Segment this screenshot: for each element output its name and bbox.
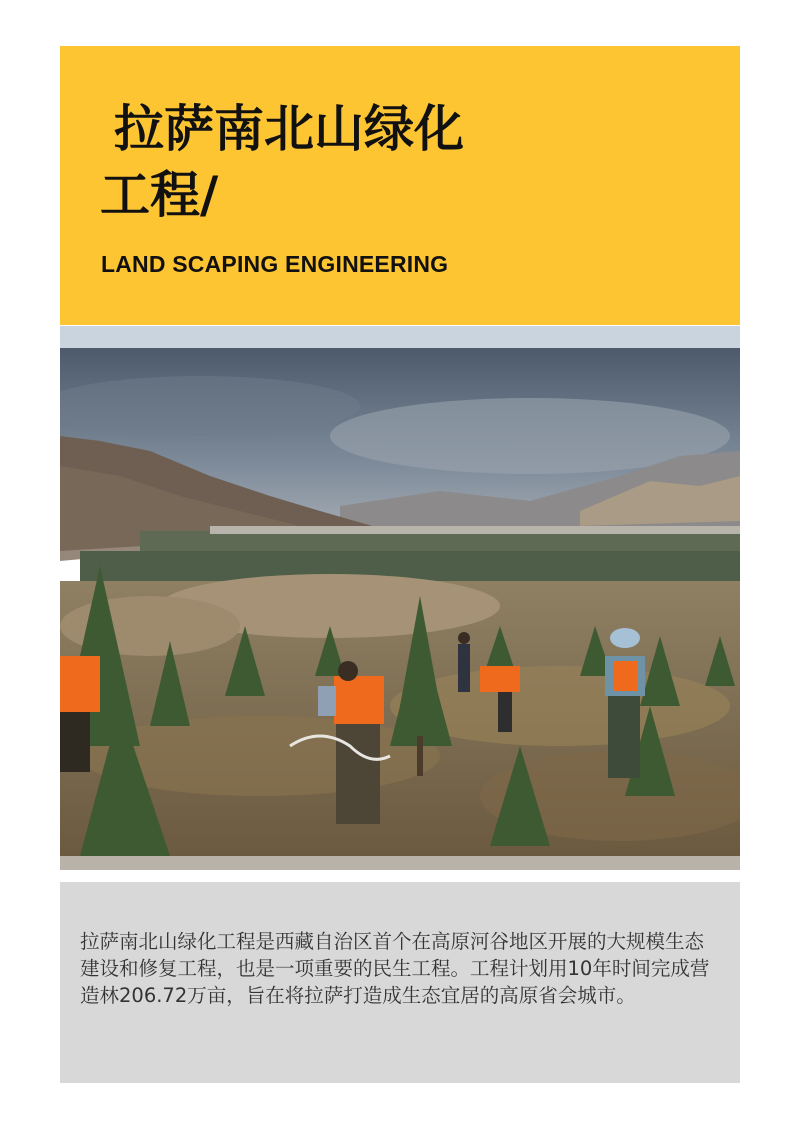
english-subtitle: LAND SCAPING ENGINEERING	[101, 251, 449, 277]
title-line-1: 拉萨南北山绿化	[114, 100, 464, 158]
planting-photo-illustration	[60, 326, 740, 870]
page-title	[100, 96, 620, 228]
title-line-2: 工程/	[100, 166, 219, 224]
description-text: 拉萨南北山绿化工程是西藏自治区首个在高原河谷地区开展的大规模生态建设和修复工程，也是一项重要的民生工程。工程计划用10年时间完成营造林206.72万亩，旨在将拉萨打造成生态宜居的高原省会城市。	[80, 930, 710, 1007]
planting-photo	[60, 326, 740, 870]
